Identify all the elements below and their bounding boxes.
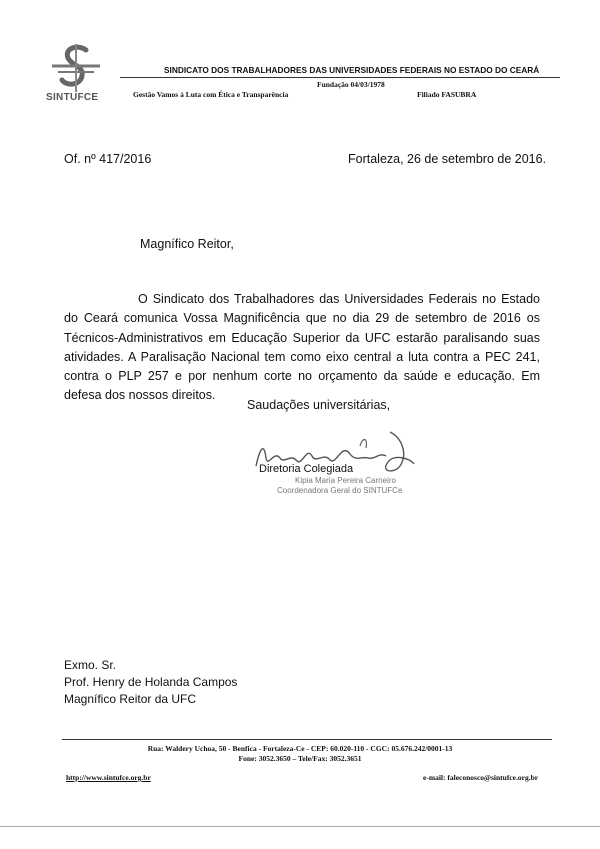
footer-divider (62, 739, 552, 740)
recipient-title: Exmo. Sr. (64, 658, 117, 672)
management-motto: Gestão Vamos à Luta com Ética e Transparência (133, 90, 289, 99)
website-link[interactable]: http://www.sintufce.org.br (66, 773, 151, 782)
recipient-position: Magnífico Reitor da UFC (64, 692, 197, 706)
signatory-name: Kipia Maria Pereira Carneiro (295, 476, 396, 485)
salutation: Magnífico Reitor, (140, 237, 234, 251)
recipient-name: Prof. Henry de Holanda Campos (64, 675, 238, 689)
contact-email[interactable]: e-mail: faleconosco@sintufce.org.br (423, 773, 539, 782)
signature-label: Diretoria Colegiada (259, 463, 354, 475)
footer-phones: Fone: 3052.3650 – Tele/Fax: 3052.3651 (238, 754, 362, 763)
signatory-role: Coordenadora Geral do SINTUFCe (277, 486, 403, 495)
letter-reference: Of. nº 417/2016 (64, 152, 152, 166)
letter-body-paragraph: O Sindicato dos Trabalhadores das Universidades Federais no Estado do Ceará comunica Vossa Magnificência que no dia 29 de setembro de 2016 os Técnicos-Administrativos em Educação Superior da UFC estarão paralisando suas atividades. A Paralisação Nacional tem como eixo central a luta contra a PEC 241, contra o PLP 257 e por nenhum corte no orçamento da saúde e educação. Em defesa dos nossos direitos. (64, 292, 540, 403)
logo-wordmark: SINTUFCE (46, 92, 99, 103)
foundation-date: Fundação 04/03/1978 (317, 80, 385, 89)
page-bottom-divider (0, 826, 600, 827)
closing: Saudações universitárias, (247, 398, 391, 412)
place-date: Fortaleza, 26 de setembro de 2016. (348, 152, 547, 166)
footer-address: Rua: Waldery Uchoa, 50 - Benfica - Fortaleza-Ce - CEP: 60.020-110 - CGC: 05.676.242/0001-13 (147, 744, 453, 753)
union-name: SINDICATO DOS TRABALHADORES DAS UNIVERSIDADES FEDERAIS NO ESTADO DO CEARÁ (164, 65, 540, 75)
affiliation: Filiado FASUBRA (417, 90, 477, 99)
header-divider (120, 77, 560, 78)
